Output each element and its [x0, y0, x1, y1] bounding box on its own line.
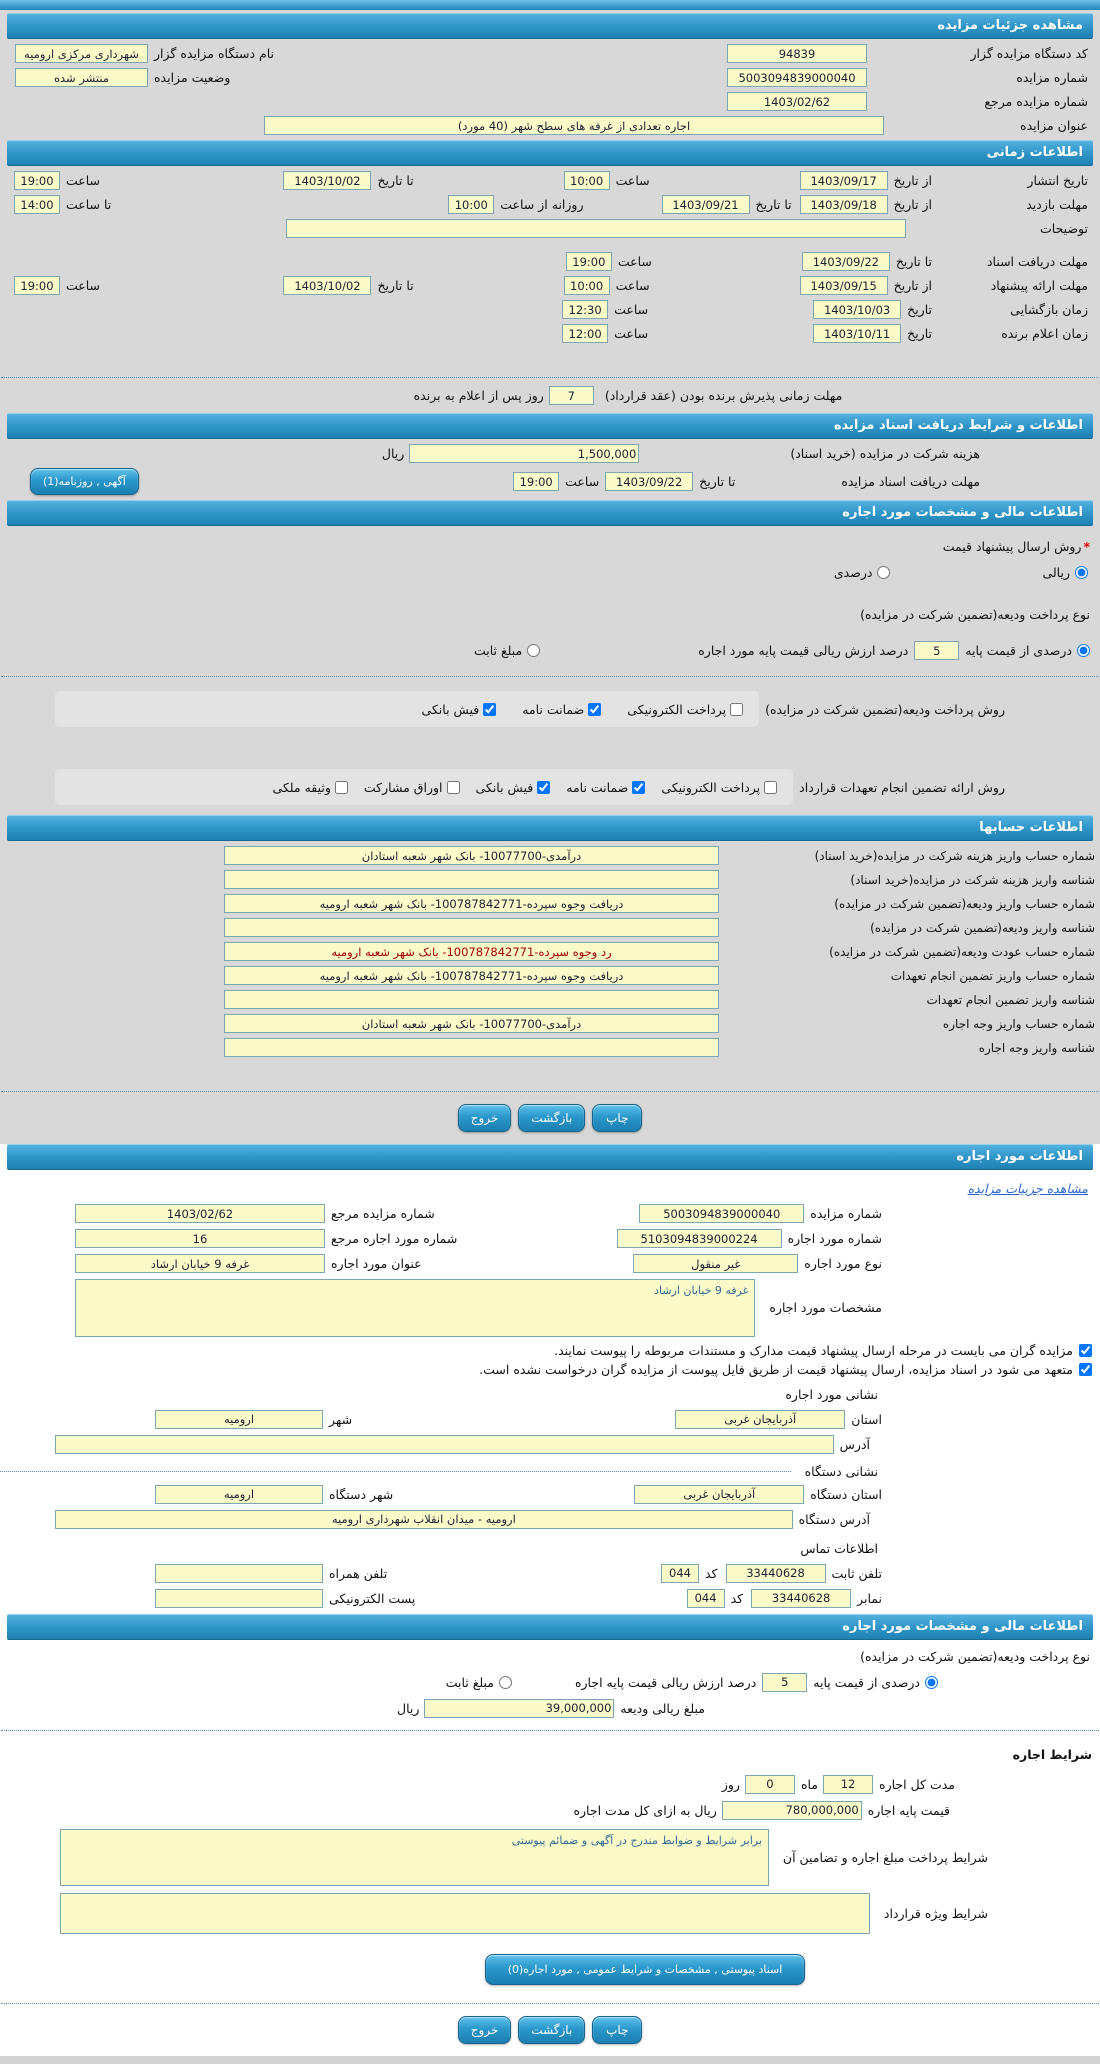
rental-fixed-amount-option[interactable]: [446, 1675, 514, 1690]
city-field[interactable]: [155, 1410, 323, 1429]
rial-radio[interactable]: [1075, 566, 1088, 579]
refund-account-field[interactable]: [224, 942, 719, 961]
fixed-amount-label: مبلغ ثابت: [473, 643, 523, 658]
special-terms-label: شرایط ویژه قرارداد: [883, 1906, 988, 1921]
phone-field[interactable]: [726, 1564, 826, 1583]
contact-info-heading: اطلاعات تماس: [800, 1540, 878, 1556]
row-participation-fee: [0, 444, 1100, 463]
phone-code-label: کد: [705, 1565, 718, 1581]
rental-deposit-type-label: نوع پرداخت ودیعه(تضمین شرکت در مزایده): [860, 1648, 1090, 1664]
section-header-auction-details: مشاهده جزئیات مزایده: [7, 13, 1093, 39]
acceptance-suffix-label: روز پس از اعلام به برنده: [413, 388, 544, 403]
bank-slip-checkbox[interactable]: [483, 703, 496, 716]
account-label: شماره حساب عودت ودیعه(تضمین شرکت در مزایده): [829, 944, 1095, 959]
offer-to-label: تا تاریخ: [377, 278, 414, 293]
account-row: [0, 1014, 1100, 1033]
row-docs-deadline: [0, 252, 1100, 271]
phone-label: تلفن ثابت: [831, 1565, 882, 1581]
account-field[interactable]: [224, 870, 719, 889]
perf-guarantee-checkbox[interactable]: [632, 781, 645, 794]
org-address-field[interactable]: [55, 1510, 793, 1529]
org-code-label: کد دستگاه مزایده گزار: [970, 46, 1088, 61]
account-field[interactable]: [224, 990, 719, 1009]
rental-deposit-percent-suffix: درصد ارزش ریالی قیمت پایه اجاره: [574, 1674, 757, 1690]
offer-to-hour-label: ساعت: [66, 278, 101, 293]
rental-auction-number-label: شماره مزایده: [810, 1206, 882, 1221]
row-org-province-city: [0, 1485, 1100, 1504]
org-name-field[interactable]: [15, 44, 148, 63]
fee-currency-label: ریال: [381, 446, 405, 461]
row-rental-deposit-options: [0, 1669, 1100, 1692]
rental-item-type-label: نوع مورد اجاره: [804, 1256, 882, 1271]
rental-item-specs-label: مشخصات مورد اجاره: [769, 1300, 882, 1316]
section-header-doc-terms: اطلاعات و شرایط دریافت اسناد مزایده: [7, 413, 1093, 439]
account-field[interactable]: [224, 966, 719, 985]
account-field[interactable]: [224, 846, 719, 865]
row-deposit-amount: [0, 1697, 1100, 1718]
fax-label: نمابر: [857, 1590, 882, 1606]
visit-from-date[interactable]: [800, 195, 888, 214]
auction-number-label: شماره مزایده: [1016, 70, 1088, 85]
row-special-terms: [0, 1891, 1100, 1934]
rental-percent-of-base-label: درصدی از قیمت پایه: [813, 1674, 920, 1690]
org-address-label: آدرس دستگاه: [798, 1511, 870, 1527]
winner-hour-label: ساعت: [614, 326, 649, 341]
rental-terms-title: شرایط اجاره: [1012, 1746, 1092, 1762]
rental-item-number-field[interactable]: [617, 1229, 782, 1248]
rental-item-section: [0, 1144, 1100, 2066]
rental-deposit-percent-field[interactable]: [762, 1673, 807, 1692]
epay-checkbox[interactable]: [730, 703, 743, 716]
visit-label: مهلت بازدید: [1026, 197, 1088, 212]
phone-code-field[interactable]: [661, 1564, 699, 1583]
payment-terms-textarea[interactable]: [60, 1829, 769, 1887]
account-row: [0, 870, 1100, 889]
perf-epay-label: پرداخت الکترونیکی: [661, 779, 761, 795]
opening-date-label: تاریخ: [907, 302, 932, 317]
publish-label: تاریخ انتشار: [1027, 173, 1088, 188]
notes-label: توضیحات: [1040, 221, 1088, 236]
row-view-link: [0, 1173, 1100, 1198]
account-row: [0, 918, 1100, 937]
account-label: شناسه واریز تضمین انجام تعهدات: [926, 992, 1095, 1007]
duration-label: مدت کل اجاره: [879, 1776, 955, 1792]
doc-receive-label: مهلت دریافت اسناد مزایده: [841, 474, 980, 489]
rental-item-number-label: شماره مورد اجاره: [787, 1231, 882, 1246]
docs-hour-label: ساعت: [617, 254, 652, 269]
day-label: روز: [721, 1776, 740, 1792]
performance-method-panel: [55, 769, 793, 805]
bank-slip-option[interactable]: [421, 702, 498, 717]
doc-receive-to-label: تا تاریخ: [699, 474, 736, 489]
fixed-amount-option[interactable]: [474, 643, 542, 658]
section-header-accounts: اطلاعات حسابها: [7, 815, 1093, 841]
attachments-button-row: [0, 1954, 1100, 1985]
row-rental-address: [0, 1435, 1100, 1454]
docs-to-date[interactable]: [802, 252, 890, 271]
docs-to-label: تا تاریخ: [895, 254, 932, 269]
account-label: شناسه واریز ودیعه(تضمین شرکت در مزایده): [870, 920, 1095, 935]
row-attach-docs-checkbox: [0, 1343, 1100, 1358]
bank-slip-label: فیش بانکی: [421, 701, 480, 717]
doc-receive-hour-label: ساعت: [565, 474, 600, 489]
rental-address-heading: نشانی مورد اجاره: [785, 1386, 878, 1402]
offer-from-hour-label: ساعت: [615, 278, 650, 293]
row-doc-receive-deadline: [0, 468, 1100, 495]
percent-of-base-label: درصدی از قیمت پایه: [965, 643, 1072, 658]
deposit-type-label: نوع پرداخت ودیعه(تضمین شرکت در مزایده): [860, 607, 1090, 622]
bonds-checkbox[interactable]: [447, 781, 460, 794]
rial-option-label: ریالی: [1042, 565, 1070, 580]
special-terms-textarea[interactable]: [60, 1893, 870, 1934]
perf-epay-checkbox[interactable]: [764, 781, 777, 794]
org-province-label: استان دستگاه: [810, 1486, 882, 1502]
account-row: [0, 966, 1100, 985]
perf-bank-slip-label: فیش بانکی: [475, 779, 534, 795]
auction-subject-label: عنوان مزایده: [1020, 118, 1088, 133]
row-auction-subject: [0, 116, 1100, 135]
rental-item-ref-field[interactable]: [75, 1229, 325, 1248]
guarantee-option[interactable]: [522, 702, 603, 717]
rental-fixed-amount-label: مبلغ ثابت: [445, 1674, 494, 1690]
opening-label: زمان بازگشایی: [1010, 302, 1088, 317]
org-city-field[interactable]: [155, 1485, 323, 1504]
publish-from-time[interactable]: [564, 171, 610, 190]
required-asterisk: *: [1083, 539, 1090, 554]
perf-guarantee-label: ضمانت نامه: [566, 779, 629, 795]
row-rental-item-number: [0, 1229, 1100, 1248]
epay-label: پرداخت الکترونیکی: [627, 701, 727, 717]
account-row: [0, 846, 1100, 865]
rental-auction-ref-field[interactable]: [75, 1204, 325, 1223]
row-org-address-divider: [0, 1464, 1100, 1479]
row-rental-duration: [0, 1767, 1100, 1794]
address-label: آدرس: [839, 1436, 870, 1452]
section-header-rental-item: اطلاعات مورد اجاره: [7, 1144, 1093, 1170]
base-price-suffix: ریال به ازای کل مدت اجاره: [573, 1802, 717, 1818]
docs-deadline-label: مهلت دریافت اسناد: [986, 254, 1088, 269]
base-price-label: قیمت پایه اجاره: [867, 1802, 950, 1818]
row-fax: [0, 1589, 1100, 1608]
mobile-field[interactable]: [155, 1564, 323, 1583]
base-price-field[interactable]: [722, 1801, 862, 1820]
publish-to-time[interactable]: [14, 171, 60, 190]
opening-date[interactable]: [813, 300, 901, 319]
visit-from-label: از تاریخ: [893, 197, 932, 212]
rental-terms-heading: [0, 1739, 1100, 1762]
city-label: شهر: [329, 1411, 353, 1427]
winner-time[interactable]: [562, 324, 608, 343]
publish-from-label: از تاریخ: [893, 173, 932, 188]
auction-ref-field[interactable]: [727, 92, 867, 111]
mobile-label: تلفن همراه: [329, 1565, 388, 1581]
publish-to-label: تا تاریخ: [377, 173, 414, 188]
dotted-divider: [1, 2003, 1099, 2004]
account-label: شماره حساب واریز تضمین انجام تعهدات: [890, 968, 1095, 983]
guarantee-checkbox[interactable]: [588, 703, 601, 716]
acceptance-label: مهلت زمانی پذیرش برنده بودن (عقد قرارداد): [604, 388, 843, 403]
estate-collateral-checkbox[interactable]: [335, 781, 348, 794]
province-field[interactable]: [675, 1410, 845, 1429]
row-no-file-request-checkbox: [0, 1362, 1100, 1377]
duration-days-field[interactable]: [745, 1775, 795, 1794]
footer-strip: [0, 2056, 1100, 2064]
doc-receive-date[interactable]: [605, 472, 693, 491]
offer-from-time[interactable]: [564, 276, 610, 295]
rental-item-title-label: عنوان مورد اجاره: [331, 1256, 422, 1271]
fee-label: هزینه شرکت در مزایده (خرید اسناد): [790, 446, 980, 461]
account-field[interactable]: [224, 1014, 719, 1033]
print-button[interactable]: چاپ: [592, 1104, 642, 1132]
perf-epay-option[interactable]: [661, 780, 779, 795]
org-name-label: نام دستگاه مزایده گزار: [154, 46, 275, 61]
row-deposit-pay-methods: [0, 691, 1100, 727]
account-row: [0, 990, 1100, 1009]
attach-docs-checkbox[interactable]: [1079, 1344, 1092, 1357]
row-rental-auction-number: [0, 1204, 1100, 1223]
fax-field[interactable]: [751, 1589, 851, 1608]
visit-to-hour-label: تا ساعت: [66, 197, 112, 212]
account-label: شناسه واریز وجه اجاره: [978, 1040, 1095, 1055]
fax-code-field[interactable]: [687, 1589, 725, 1608]
duration-months-field[interactable]: [823, 1775, 873, 1794]
opening-hour-label: ساعت: [614, 302, 649, 317]
deposit-pay-method-panel: [55, 691, 759, 727]
deposit-amount-label: مبلغ ریالی ودیعه: [620, 1700, 705, 1716]
epay-option[interactable]: [627, 702, 745, 717]
no-file-request-checkbox[interactable]: [1079, 1363, 1092, 1376]
fixed-amount-radio[interactable]: [527, 644, 540, 657]
winner-date[interactable]: [813, 324, 901, 343]
row-performance-guarantee-methods: [0, 769, 1100, 805]
row-send-method-options: [0, 559, 1100, 580]
back-button[interactable]: بازگشت: [518, 1104, 585, 1132]
exit-button[interactable]: خروج: [458, 2016, 512, 2044]
row-base-price: [0, 1799, 1100, 1820]
rental-auction-ref-label: شماره مزایده مرجع: [331, 1206, 435, 1221]
province-label: استان: [851, 1411, 882, 1427]
row-rental-deposit-type-label: [0, 1645, 1100, 1664]
offer-label: مهلت ارائه پیشنهاد: [990, 278, 1088, 293]
performance-method-label: روش ارائه تضمین انجام تعهدات قرارداد: [799, 779, 1005, 795]
publish-from-hour-label: ساعت: [615, 173, 650, 188]
winner-label: زمان اعلام برنده: [1001, 326, 1088, 341]
estate-collateral-option[interactable]: [272, 780, 349, 795]
print-button[interactable]: چاپ: [592, 2016, 642, 2044]
acceptance-days-field[interactable]: [549, 386, 594, 405]
send-method-label: روش ارسال پیشنهاد قیمت: [942, 539, 1082, 554]
perf-bank-slip-option[interactable]: [476, 780, 553, 795]
row-winner-time: [0, 324, 1100, 343]
perf-guarantee-option[interactable]: [566, 780, 647, 795]
row-org-code: [0, 44, 1100, 63]
percent-radio[interactable]: [877, 566, 890, 579]
rental-item-title-field[interactable]: [75, 1254, 325, 1273]
row-notes: [0, 219, 1100, 238]
dotted-divider: [1, 1091, 1099, 1092]
address-field[interactable]: [55, 1435, 834, 1454]
guarantee-label: ضمانت نامه: [522, 701, 585, 717]
publish-from-date[interactable]: [800, 171, 888, 190]
rial-option[interactable]: [1042, 565, 1090, 580]
top-accent-bar: [0, 0, 1100, 10]
row-rental-province-city: [0, 1410, 1100, 1429]
dotted-divider: [1, 676, 1099, 677]
account-row: [0, 942, 1100, 961]
account-field[interactable]: [224, 918, 719, 937]
deposit-percent-field[interactable]: [914, 641, 959, 660]
row-acceptance-period: [0, 386, 1100, 405]
attach-docs-text: مزایده گران می بایست در مرحله ارسال پیشنهاد قیمت مدارک و مستندات مربوطه را پیوست نمایند.: [554, 1342, 1073, 1358]
rental-fixed-amount-radio[interactable]: [499, 1676, 512, 1689]
rental-auction-number-field[interactable]: [639, 1204, 804, 1223]
offer-from-date[interactable]: [800, 276, 888, 295]
auction-number-field[interactable]: [727, 68, 867, 87]
row-visit-dates: [0, 195, 1100, 214]
section-header-rental-financial: اطلاعات مالی و مشخصات مورد اجاره: [7, 1614, 1093, 1640]
back-button[interactable]: بازگشت: [518, 2016, 585, 2044]
account-label: شماره حساب واریز هزینه شرکت در مزایده(خرید اسناد): [814, 848, 1095, 863]
account-label: شماره حساب واریز ودیعه(تضمین شرکت در مزایده): [834, 896, 1095, 911]
publish-to-date[interactable]: [283, 171, 371, 190]
view-auction-details-link[interactable]: مشاهده جزییات مزایده: [967, 1181, 1088, 1196]
account-field[interactable]: [224, 894, 719, 913]
newspaper-ads-button[interactable]: آگهی , روزنامه(1): [30, 468, 139, 495]
section-header-financial-info: اطلاعات مالی و مشخصات مورد اجاره: [7, 500, 1093, 526]
email-field[interactable]: [155, 1589, 323, 1608]
auction-status-label: وضعیت مزایده: [154, 70, 231, 85]
visit-daily-hour-label: روزانه از ساعت: [500, 197, 584, 212]
offer-from-label: از تاریخ: [893, 278, 932, 293]
section-header-time-info: اطلاعات زمانی: [7, 140, 1093, 166]
fax-code-label: کد: [730, 1590, 744, 1606]
account-row: [0, 1038, 1100, 1057]
row-auction-number: [0, 68, 1100, 87]
rental-item-specs-textarea[interactable]: [75, 1279, 755, 1337]
publish-to-hour-label: ساعت: [66, 173, 101, 188]
estate-collateral-label: وثیقه ملکی: [272, 779, 331, 795]
row-auction-ref: [0, 92, 1100, 111]
doc-receive-time[interactable]: [513, 472, 559, 491]
deposit-currency-label: ریال: [397, 1700, 420, 1716]
row-rental-item-specs: [0, 1279, 1100, 1337]
rental-percent-of-base-radio[interactable]: [925, 1676, 938, 1689]
row-deposit-type-label: [0, 585, 1100, 622]
org-code-field[interactable]: [727, 44, 867, 63]
row-rental-item-type: [0, 1254, 1100, 1273]
dotted-divider: [0, 1471, 791, 1472]
visit-to-time[interactable]: [14, 195, 60, 214]
email-label: پست الکترونیکی: [329, 1590, 416, 1606]
org-city-label: شهر دستگاه: [329, 1486, 394, 1502]
row-publish-dates: [0, 171, 1100, 190]
attachments-button[interactable]: اسناد پیوستی , مشخصات و شرایط عمومی , مورد اجاره(0): [485, 1954, 806, 1985]
rental-item-type-field[interactable]: [633, 1254, 798, 1273]
bonds-label: اوراق مشارکت: [363, 779, 443, 795]
account-row: [0, 894, 1100, 913]
month-label: ماه: [800, 1776, 819, 1792]
perf-bank-slip-checkbox[interactable]: [537, 781, 550, 794]
deposit-amount-field[interactable]: [424, 1699, 614, 1718]
offer-to-time[interactable]: [14, 276, 60, 295]
account-label: شناسه واریز هزینه شرکت در مزایده(خرید اسناد): [850, 872, 1095, 887]
rental-percent-of-base-option[interactable]: [813, 1675, 940, 1690]
rental-item-ref-label: شماره مورد اجاره مرجع: [331, 1231, 458, 1246]
visit-to-label: تا تاریخ: [755, 197, 792, 212]
bonds-option[interactable]: [364, 780, 462, 795]
percent-of-base-radio[interactable]: [1077, 644, 1090, 657]
auction-status-field[interactable]: [15, 68, 148, 87]
payment-terms-label: شرایط پرداخت مبلغ اجاره و تضامین آن: [782, 1849, 988, 1865]
no-file-request-text: متعهد می شود در اسناد مزایده، ارسال پیشنهاد قیمت از طریق فایل پیوست از مزایده گران درخواست نشده است.: [479, 1361, 1073, 1377]
fee-field[interactable]: [409, 444, 639, 463]
row-phone: [0, 1564, 1100, 1583]
auction-subject-field[interactable]: [264, 116, 884, 135]
auction-ref-label: شماره مزایده مرجع: [984, 94, 1088, 109]
percent-of-base-option[interactable]: [965, 643, 1092, 658]
account-field[interactable]: [224, 1038, 719, 1057]
notes-field[interactable]: [286, 219, 906, 238]
dotted-divider: [1, 377, 1099, 378]
row-org-address: [0, 1510, 1100, 1529]
deposit-percent-suffix: درصد ارزش ریالی قیمت پایه مورد اجاره: [698, 643, 909, 658]
row-send-method-label: [0, 531, 1100, 554]
row-payment-terms: [0, 1825, 1100, 1887]
percent-option-label: درصدی: [833, 565, 873, 580]
docs-to-time[interactable]: [566, 252, 612, 271]
org-address-heading: نشانی دستگاه: [804, 1463, 878, 1479]
bottom-action-buttons: [0, 2016, 1100, 2044]
org-province-field[interactable]: [634, 1485, 804, 1504]
percent-option[interactable]: [834, 565, 893, 580]
account-label: شماره حساب واریز وجه اجاره: [942, 1016, 1095, 1031]
action-buttons: [0, 1104, 1100, 1132]
visit-from-time[interactable]: [448, 195, 494, 214]
row-deposit-type-options: [0, 627, 1100, 660]
visit-to-date[interactable]: [662, 195, 750, 214]
offer-to-date[interactable]: [283, 276, 371, 295]
opening-time[interactable]: [562, 300, 608, 319]
row-offer-deadline: [0, 276, 1100, 295]
exit-button[interactable]: خروج: [458, 1104, 512, 1132]
dotted-divider: [1, 1730, 1099, 1731]
winner-date-label: تاریخ: [907, 326, 932, 341]
row-opening-time: [0, 300, 1100, 319]
deposit-pay-method-label: روش پرداخت ودیعه(تضمین شرکت در مزایده): [765, 701, 1005, 717]
